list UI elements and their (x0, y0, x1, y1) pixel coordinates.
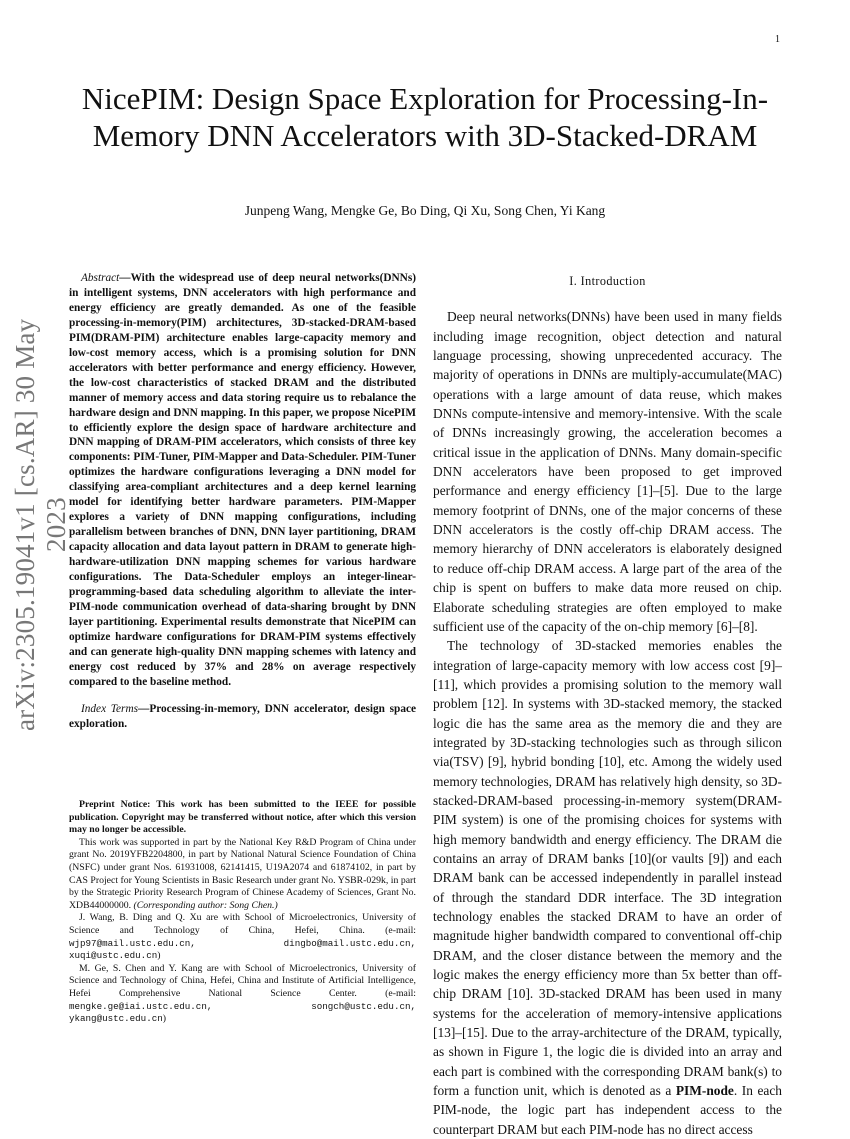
affiliation-1-end: ) (157, 950, 161, 962)
pim-node-term: PIM-node (675, 1083, 734, 1099)
intro-paragraph-2 (433, 636, 782, 1139)
corresponding-author: (Corresponding author: Song Chen.) (133, 899, 278, 911)
abstract-text: —With the widespread use of deep neural networks(DNNs) in intelligent systems, DNN accelerators with high performance and energy efficiency are greatly demanded. As one of the feasible processing-in-memory(PIM) architectures, 3D-stacked-DRAM-based PIM(DRAM-PIM) architecture enables large-capacity memory and low-cost memory access, which is a promising solution for DNN accelerators with better performance and energy efficiency. However, the low-cost characteristics of stacked DRAM and the distributed manner of memory access and data storing require us to rebalance the hardware design and DNN mapping. In this paper, we propose NicePIM to efficiently explore the design space of hardware architecture and DNN mapping of DRAM-PIM accelerators, which consists of three key components: PIM-Tuner, PIM-Mapper and Data-Scheduler. PIM-Tuner optimizes the hardware configurations leveraging a DNN model for classifying area-compliant architectures and a deep kernel learning model for identifying better hardware parameters. PIM-Mapper explores a variety of DNN mapping configurations, including parallelism between branches of DNN, DNN layer partitioning, DRAM capacity allocation and data layout pattern in DRAM to generate high-hardware-utilization DNN mapping schemes for various hardware configurations. The Data-Scheduler employs an integer-linear-programming-based data scheduling algorithm to alleviate the inter-PIM-node communication overhead of data-sharing brought by DNN layer partitioning. Experimental results demonstrate that NicePIM can optimize hardware configurations for DRAM-PIM systems effectively and can generate high-quality DNN mapping schemes with latency and energy cost reduced by 37% and 28% on average respectively compared to the baseline method. (69, 272, 416, 688)
index-terms-text: —Processing-in-memory, DNN accelerator, design space exploration. (69, 702, 416, 730)
page-number: 1 (775, 34, 780, 45)
affiliation-2-emails: mengke.ge@iai.ustc.edu.cn, songch@ustc.edu.cn, ykang@ustc.edu.cn (69, 1000, 416, 1025)
abstract-label: Abstract (81, 272, 120, 284)
author-list: Junpeng Wang, Mengke Ge, Bo Ding, Qi Xu, Song Chen, Yi Kang (244, 203, 606, 218)
affiliation-2-text: M. Ge, S. Chen and Y. Kang are with School of Microelectronics, University of Science and Technology of China, Hefei, China and Institute of Artificial Intelligence, Hefei Comprehensive National Science Center. (e-mail: (69, 962, 416, 999)
right-column (433, 272, 782, 1139)
footnotes (69, 799, 416, 1026)
funding-note (69, 837, 416, 913)
funding-text: This work was supported in part by the National Key R&D Program of China under grant No. 2019YFB2204800, in part by National Natural Science Foundation of China (NSFC) under grant Nos. 61931008, 62141415, U19A2074 and 61874102, in part by CAS Project for Young Scientists in Basic Research under grant No. YSBR-029k, in part by the Strategic Priority Research Program of Chinese Academy of Sciences, Grant No. XDB44000000. (69, 836, 416, 911)
arxiv-identifier: arXiv:2305.19041v1 [cs.AR] 30 May 2023 (10, 318, 71, 732)
intro-paragraph-1: Deep neural networks(DNNs) have been used in many fields including image recognition, object detection and natural language processing, showing unprecedented accuracy. The majority of operations in DNNs are multiply-accumulate(MAC) operations with a large amount of data reuse, which makes DNNs compute-intensive and memory-intensive. With the scale of DNNs increasingly growing, the acceleration becomes a critical issue in the application of DNNs. Many domain-specific DNN accelerators have been proposed to get improved performance and energy efficiency [1]–[5]. Due to the large memory footprint of DNNs, one of the major concerns of these DNN accelerators is the costly off-chip DRAM access. The memory hierarchy of DNN accelerators is elaborately designed to reduce off-chip DRAM access. A large part of the area of the chip is spent on buffers to make data more reused on chip. Elaborate scheduling strategies are often employed to make sufficient use of the capacity of the on-chip memory [6]–[8]. (433, 309, 782, 634)
affiliation-2-end: ) (162, 1013, 166, 1025)
index-terms (69, 702, 416, 732)
affiliation-1 (69, 912, 416, 962)
affiliation-1-emails: wjp97@mail.ustc.edu.cn, dingbo@mail.ustc.edu.cn, xuqi@ustc.edu.cn (69, 937, 416, 962)
intro-paragraph-2-start: The technology of 3D-stacked memories enables the integration of large-capacity memory with low access cost [9]–[11], which provides a promising solution to the memory wall problem [12]. In systems with 3D-stacked memory, the stacked logic die has the same area as the memory die and they are integrated by 3D-stacking technologies such as through silicon via(TSV) [9], hybrid bonding [10], etc. Among the widely used memory technologies, DRAM has relatively high density, so 3D-stacked-DRAM-based processing-in-memory system(DRAM-PIM system) is one of the promising choices for systems with high memory bandwidth and energy efficiency. The DRAM die contains an array of DRAM banks [10](or vaults [9]) and each DRAM bank can be accessed independently in parallel instead of through the standard DDR interface. The 3D integration technology enables the stacked DRAM to have an order of magnitude higher bandwidth compared to conventional off-chip DRAM, and the closer distance between the memory and the logic makes the energy efficiency more than 5x better than off-chip DRAM [10]. 3D-stacked DRAM has been used in many systems for the acceleration of memory-intensive applications [13]–[15]. Due to the array-architecture of the DRAM, typically, as shown in Figure 1, the logic die is divided into an array and each part is combined with the corresponding DRAM bank(s) to form a function unit, which is denoted as a (433, 638, 782, 1099)
abstract (69, 271, 416, 690)
section-heading-introduction: I. Introduction (569, 274, 646, 288)
intro-paragraph-2-end: . In each PIM-node, the logic part has independent access to the counterpart DRAM but each PIM-node has no direct access (433, 1083, 782, 1137)
affiliation-1-text: J. Wang, B. Ding and Q. Xu are with School of Microelectronics, University of Science and Technology of China, Hefei, China. (e-mail: (69, 912, 416, 936)
paper-title: NicePIM: Design Space Exploration for Processing-In-Memory DNN Accelerators with 3D-Stacked-DRAM (81, 81, 769, 153)
left-column (69, 271, 416, 732)
affiliation-2 (69, 963, 416, 1026)
preprint-notice: Preprint Notice: This work has been submitted to the IEEE for possible publication. Copyright may be transferred without notice, after which this version may no longer be accessible. (69, 799, 416, 836)
index-terms-label: Index Terms (81, 702, 139, 715)
